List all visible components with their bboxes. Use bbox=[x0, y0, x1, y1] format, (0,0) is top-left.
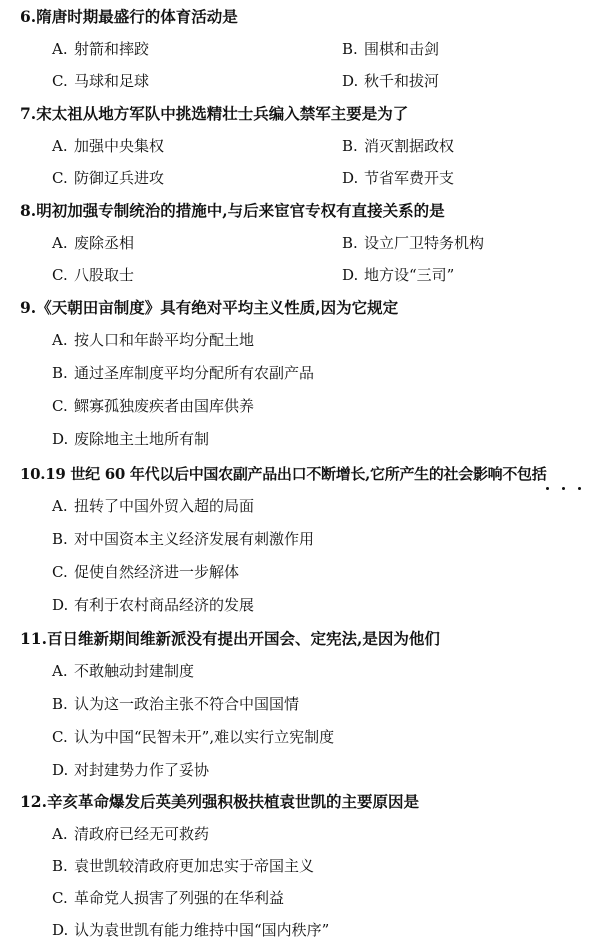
option-text: 防御辽兵进攻 bbox=[74, 169, 165, 187]
option-c bbox=[52, 724, 334, 750]
option-text: 秋千和拔河 bbox=[364, 72, 440, 90]
option-letter: D. bbox=[342, 266, 359, 284]
option-d bbox=[52, 426, 209, 452]
question-stem bbox=[20, 461, 595, 487]
question-11 bbox=[0, 626, 600, 786]
question-stem bbox=[20, 789, 595, 815]
option-b bbox=[52, 360, 314, 386]
option-letter: C. bbox=[52, 169, 68, 187]
option-c bbox=[52, 262, 134, 288]
option-letter: A. bbox=[52, 825, 68, 843]
option-text: 对中国资本主义经济发展有刺激作用 bbox=[74, 530, 315, 548]
option-letter: A. bbox=[52, 234, 68, 252]
option-letter: B. bbox=[52, 364, 68, 382]
option-letter: D. bbox=[342, 169, 359, 187]
option-d bbox=[52, 917, 329, 943]
option-d bbox=[342, 165, 454, 191]
option-c bbox=[52, 559, 239, 585]
option-text: 围棋和击剑 bbox=[364, 40, 440, 58]
question-text: 隋唐时期最盛行的体育活动是 bbox=[36, 7, 238, 26]
question-number: 9. bbox=[20, 298, 37, 317]
question-number: 8. bbox=[20, 201, 37, 220]
option-text: 促使自然经济进一步解体 bbox=[74, 563, 240, 581]
emphasis-dot bbox=[578, 487, 581, 490]
question-8 bbox=[0, 198, 600, 288]
question-text: 辛亥革命爆发后英美列强积极扶植袁世凯的主要原因是 bbox=[46, 792, 419, 811]
question-6 bbox=[0, 4, 600, 94]
question-number: 6. bbox=[20, 7, 37, 26]
option-text: 认为中国“民智未开”,难以实行立宪制度 bbox=[74, 728, 335, 746]
option-letter: D. bbox=[52, 596, 69, 614]
option-d bbox=[342, 68, 439, 94]
emphasis-dot bbox=[562, 487, 565, 490]
question-stem bbox=[20, 626, 595, 652]
option-c bbox=[52, 885, 284, 911]
option-text: 设立厂卫特务机构 bbox=[364, 234, 485, 252]
option-d bbox=[52, 592, 254, 618]
option-letter: D. bbox=[342, 72, 359, 90]
option-d bbox=[342, 262, 454, 288]
option-b bbox=[52, 526, 314, 552]
option-letter: B. bbox=[52, 530, 68, 548]
question-stem bbox=[20, 198, 595, 224]
option-a bbox=[52, 133, 164, 159]
option-letter: A. bbox=[52, 40, 68, 58]
question-stem bbox=[20, 4, 595, 30]
question-number: 10. bbox=[20, 465, 46, 483]
option-b bbox=[342, 36, 439, 62]
question-text: 百日维新期间维新派没有提出开国会、定宪法,是因为他们 bbox=[46, 629, 440, 648]
question-number: 11. bbox=[20, 629, 47, 648]
option-text: 清政府已经无可救药 bbox=[74, 825, 210, 843]
option-letter: C. bbox=[52, 889, 68, 907]
question-stem bbox=[20, 101, 595, 127]
option-a bbox=[52, 36, 149, 62]
option-text: 八股取士 bbox=[74, 266, 135, 284]
option-text: 通过圣库制度平均分配所有农副产品 bbox=[74, 364, 315, 382]
question-text: 《天朝田亩制度》具有绝对平均主义性质,因为它规定 bbox=[36, 298, 399, 317]
option-b bbox=[342, 133, 454, 159]
option-text: 加强中央集权 bbox=[74, 137, 165, 155]
option-text: 认为袁世凯有能力维持中国“国内秩序” bbox=[74, 921, 330, 939]
question-9 bbox=[0, 295, 600, 455]
option-a bbox=[52, 493, 254, 519]
question-stem bbox=[20, 295, 595, 321]
option-text: 不敢触动封建制度 bbox=[74, 662, 195, 680]
option-text: 鳏寡孤独废疾者由国库供养 bbox=[74, 397, 255, 415]
question-number: 7. bbox=[20, 104, 37, 123]
option-a bbox=[52, 327, 254, 353]
option-text: 地方设“三司” bbox=[364, 266, 455, 284]
option-text: 按人口和年龄平均分配土地 bbox=[74, 331, 255, 349]
option-b bbox=[342, 230, 484, 256]
question-text: 宋太祖从地方军队中挑选精壮士兵编入禁军主要是为了 bbox=[36, 104, 409, 123]
option-letter: B. bbox=[342, 234, 358, 252]
option-letter: C. bbox=[52, 728, 68, 746]
option-letter: D. bbox=[52, 761, 69, 779]
option-letter: B. bbox=[342, 137, 358, 155]
option-b bbox=[52, 853, 314, 879]
option-text: 射箭和摔跤 bbox=[74, 40, 150, 58]
emphasis-dot bbox=[546, 487, 549, 490]
option-letter: C. bbox=[52, 563, 68, 581]
option-text: 节省军费开支 bbox=[364, 169, 455, 187]
option-text: 革命党人损害了列强的在华利益 bbox=[74, 889, 285, 907]
option-letter: C. bbox=[52, 397, 68, 415]
question-10 bbox=[0, 461, 600, 621]
option-letter: A. bbox=[52, 137, 68, 155]
option-text: 废除丞相 bbox=[74, 234, 135, 252]
option-c bbox=[52, 68, 149, 94]
option-a bbox=[52, 821, 209, 847]
option-letter: B. bbox=[52, 857, 68, 875]
option-a bbox=[52, 230, 134, 256]
question-7 bbox=[0, 101, 600, 191]
option-text: 扭转了中国外贸入超的局面 bbox=[74, 497, 255, 515]
question-12 bbox=[0, 789, 600, 949]
option-letter: D. bbox=[52, 430, 69, 448]
option-b bbox=[52, 691, 299, 717]
question-text: 19 世纪 60 年代以后中国农副产品出口不断增长,它所产生的社会影响不包括 bbox=[45, 465, 547, 483]
option-c bbox=[52, 165, 164, 191]
option-letter: A. bbox=[52, 497, 68, 515]
option-text: 马球和足球 bbox=[74, 72, 150, 90]
option-letter: A. bbox=[52, 331, 68, 349]
option-text: 认为这一政治主张不符合中国国情 bbox=[74, 695, 300, 713]
option-text: 废除地主土地所有制 bbox=[74, 430, 210, 448]
option-text: 对封建势力作了妥协 bbox=[74, 761, 210, 779]
option-a bbox=[52, 658, 194, 684]
option-c bbox=[52, 393, 254, 419]
question-number: 12. bbox=[20, 792, 47, 811]
option-text: 袁世凯较清政府更加忠实于帝国主义 bbox=[74, 857, 315, 875]
option-letter: C. bbox=[52, 266, 68, 284]
option-letter: A. bbox=[52, 662, 68, 680]
option-letter: C. bbox=[52, 72, 68, 90]
option-letter: B. bbox=[52, 695, 68, 713]
question-text: 明初加强专制统治的措施中,与后来宦官专权有直接关系的是 bbox=[36, 201, 445, 220]
option-d bbox=[52, 757, 209, 783]
option-letter: D. bbox=[52, 921, 69, 939]
option-text: 消灭割据政权 bbox=[364, 137, 455, 155]
option-text: 有利于农村商品经济的发展 bbox=[74, 596, 255, 614]
option-letter: B. bbox=[342, 40, 358, 58]
